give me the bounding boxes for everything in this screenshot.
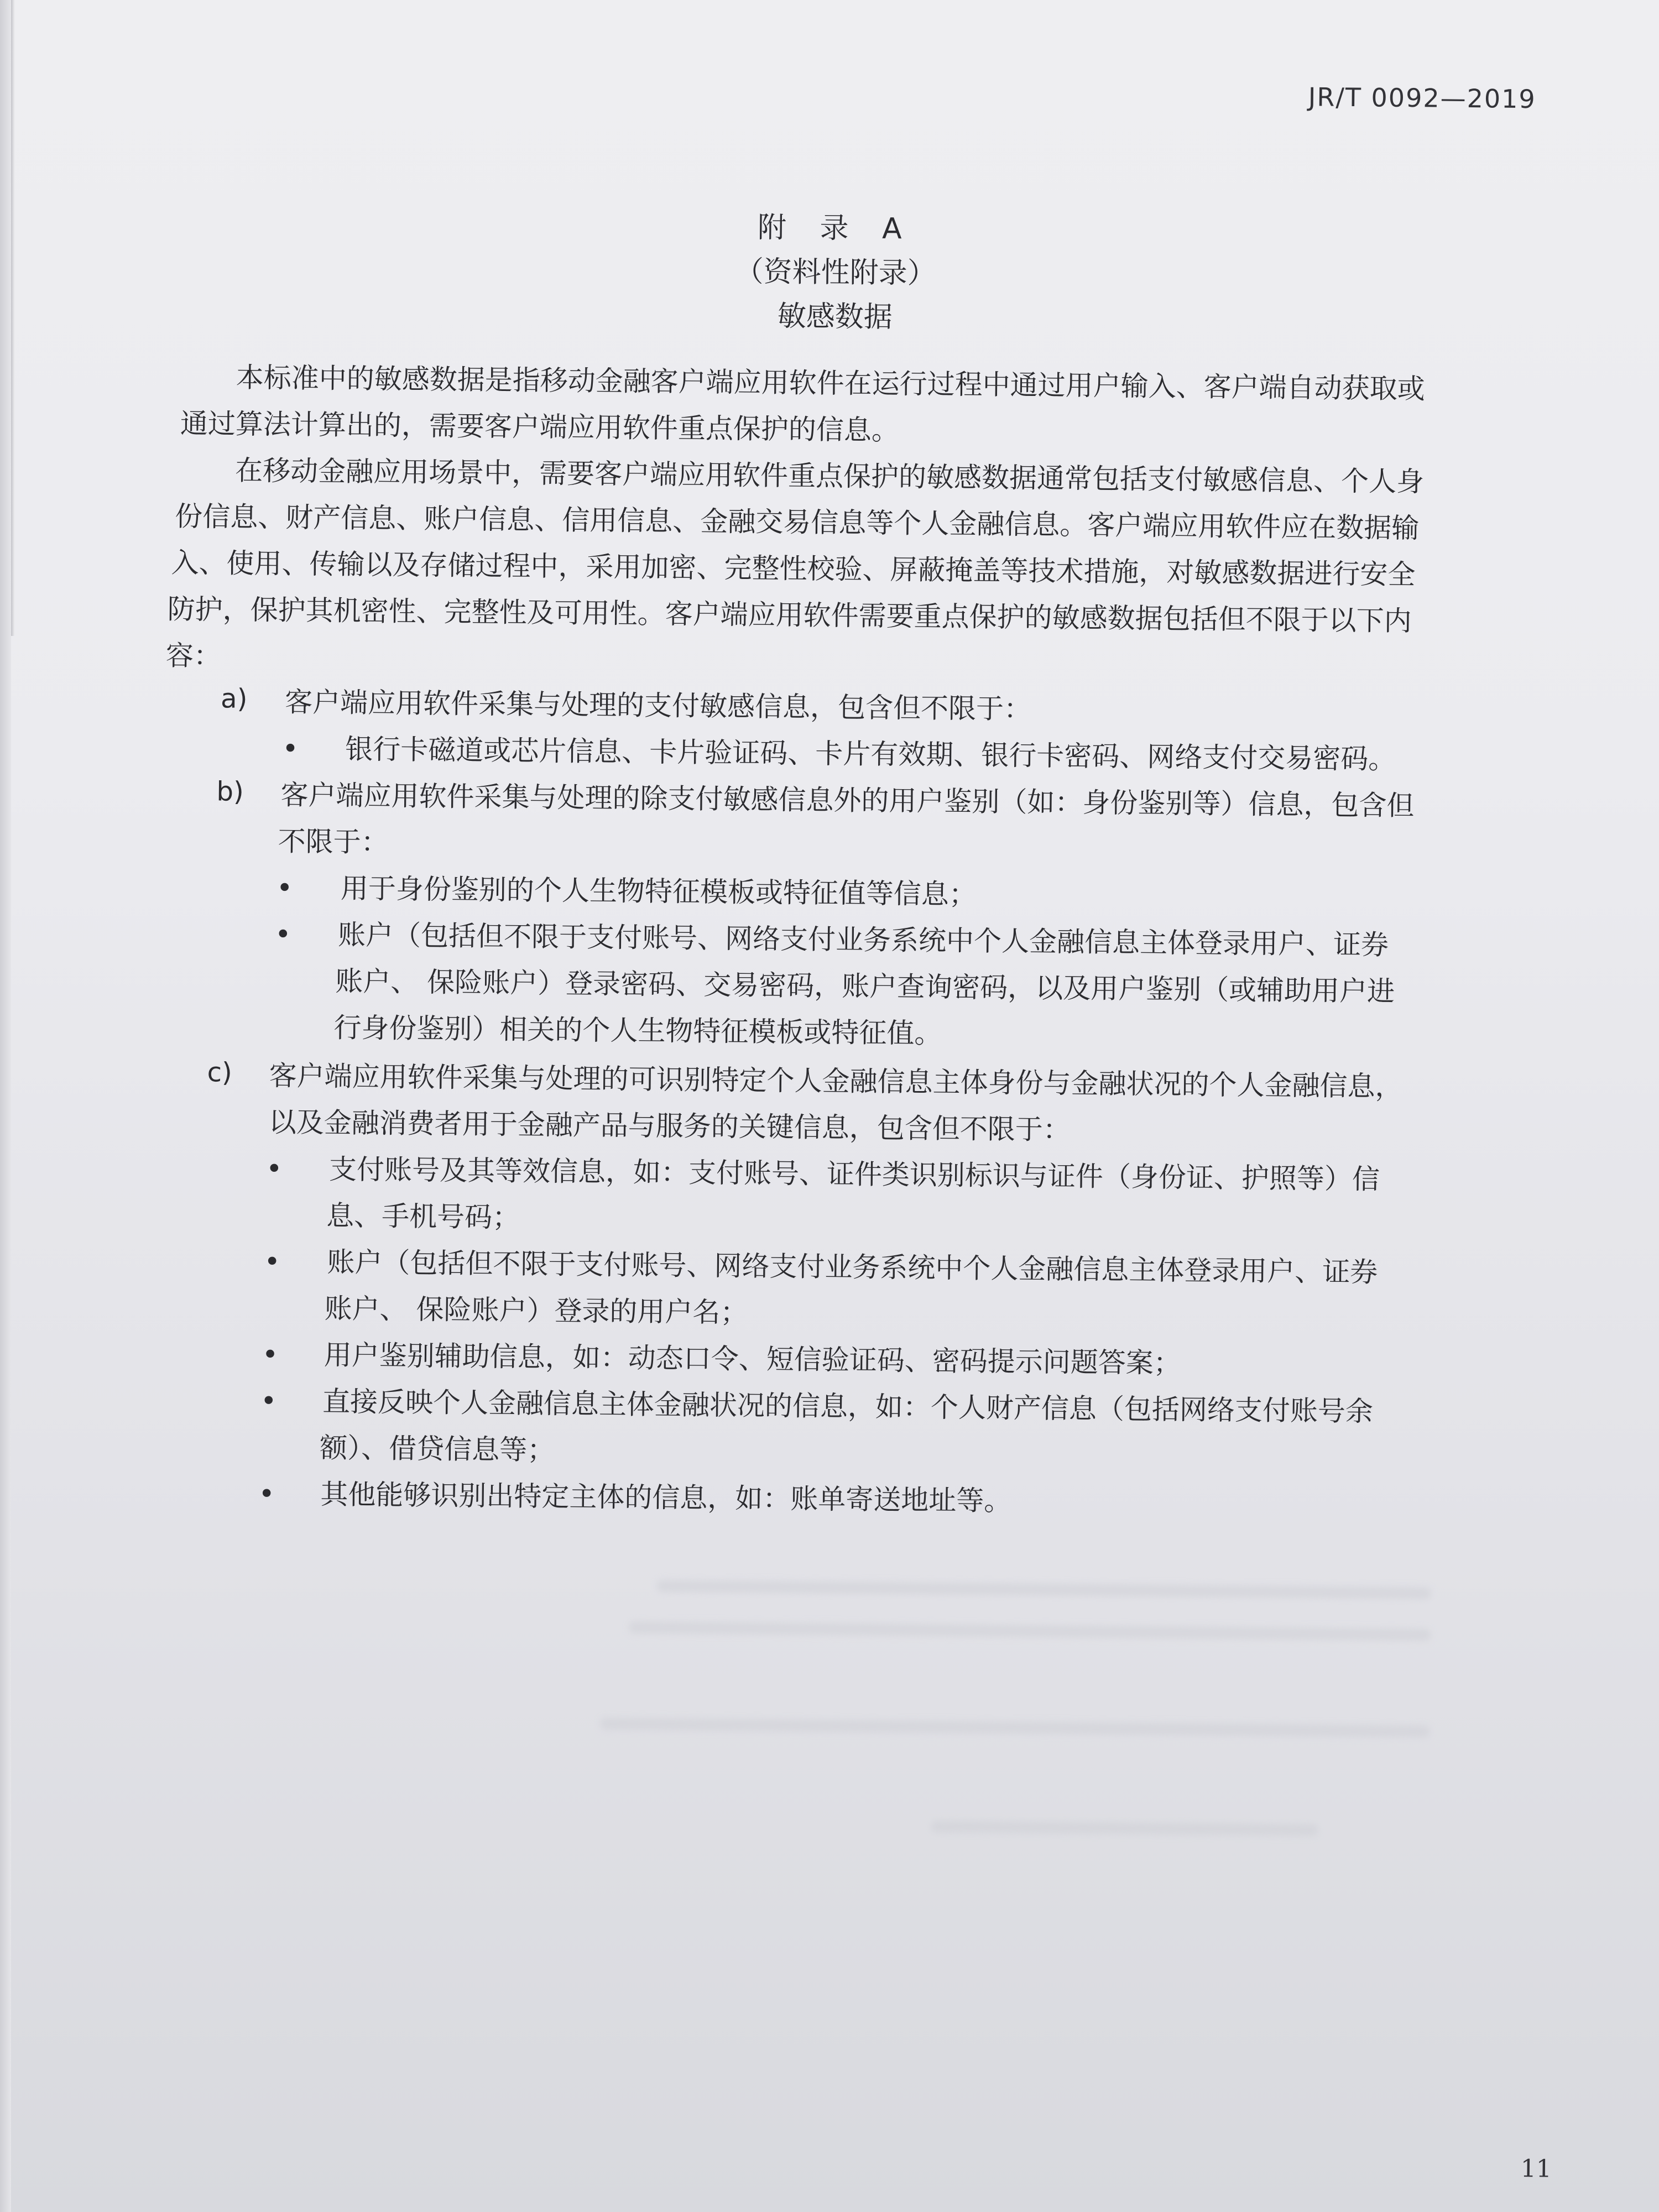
appendix-title: 附 录 A [757, 211, 914, 246]
list-item-c-text: 客户端应用软件采集与处理的可识别特定个人金融信息主体身份与金融状况的个人金融信息， [269, 1060, 1403, 1103]
bullet-text: 额）、借贷信息等； [319, 1432, 555, 1467]
bullet-text: 银行卡磁道或芯片信息、卡片验证码、卡片有效期、银行卡密码、网络支付交易密码。 [345, 733, 1396, 775]
bullet-text: 用于身份鉴别的个人生物特征模板或特征值等信息； [340, 872, 977, 911]
bullet-text: 直接反映个人金融信息主体金融状况的信息，如：个人财产信息（包括网络支付账号余 [322, 1385, 1374, 1428]
show-through-shadow [657, 1580, 1431, 1599]
bullet-dot: • [265, 1152, 283, 1185]
bullet-text: 支付账号及其等效信息，如：支付账号、证件类识别标识与证件（身份证、护照等）信 [328, 1153, 1380, 1196]
appendix-type: （资料性附录） [734, 255, 936, 290]
bullet-text: 用户鉴别辅助信息，如：动态口令、短信验证码、密码提示问题答案； [324, 1339, 1182, 1380]
list-item-b-text: 不限于： [278, 825, 389, 859]
show-through-shadow [600, 1718, 1430, 1738]
paragraph-line: 容： [165, 639, 222, 672]
bullet-dot: • [260, 1385, 277, 1417]
bullet-dot: • [262, 1338, 279, 1371]
standard-code: JR/T 0092—2019 [1308, 82, 1536, 114]
paragraph-line: 防护，保护其机密性、完整性及可用性。客户端应用软件需要重点保护的敏感数据包括但不限于以下内 [167, 593, 1412, 638]
list-item-c-text: 以及金融消费者用于金融产品与服务的关键信息，包含但不限于： [268, 1106, 1071, 1146]
bullet-dot: • [264, 1245, 281, 1278]
bullet-text: 其他能够识别出特定主体的信息，如：账单寄送地址等。 [320, 1478, 1012, 1517]
bullet-dot: • [282, 732, 299, 765]
paragraph-line: 本标准中的敏感数据是指移动金融客户端应用软件在运行过程中通过用户输入、客户端自动获取或 [236, 361, 1425, 405]
list-marker-b: b) [216, 776, 244, 807]
paragraph-line: 份信息、财产信息、账户信息、信用信息、金融交易信息等个人金融信息。客户端应用软件应在数据输 [175, 500, 1420, 545]
list-item-a-text: 客户端应用软件采集与处理的支付敏感信息，包含但不限于： [284, 686, 1032, 726]
bullet-dot: • [276, 872, 293, 904]
bullet-text: 账户（包括但不限于支付账号、网络支付业务系统中个人金融信息主体登录用户、证券 [327, 1246, 1378, 1288]
bullet-text: 行身份鉴别）相关的个人生物特征模板或特征值。 [333, 1011, 942, 1050]
list-marker-c: c) [207, 1057, 233, 1088]
show-through-shadow [629, 1621, 1431, 1641]
bullet-text: 账户（包括但不限于支付账号、网络支付业务系统中个人金融信息主体登录用户、证券 [337, 919, 1389, 961]
bullet-dot: • [258, 1478, 275, 1510]
show-through-shadow [931, 1820, 1318, 1837]
list-item-b-text: 客户端应用软件采集与处理的除支付敏感信息外的用户鉴别（如：身份鉴别等）信息，包含但 [280, 779, 1415, 822]
paragraph-line: 在移动金融应用场景中，需要客户端应用软件重点保护的敏感数据通常包括支付敏感信息、个人身 [234, 454, 1425, 498]
bullet-text: 息、手机号码； [326, 1199, 520, 1234]
bullet-text: 账户、 保险账户）登录密码、交易密码，账户查询密码，以及用户鉴别（或辅助用户进 [335, 965, 1395, 1008]
bullet-dot: • [274, 918, 291, 951]
list-marker-a: a) [220, 683, 248, 714]
paragraph-line: 通过算法计算出的，需要客户端应用软件重点保护的信息。 [180, 407, 900, 447]
appendix-subject: 敏感数据 [777, 300, 893, 335]
paragraph-line: 入、使用、传输以及存储过程中，采用加密、完整性校验、屏蔽掩盖等技术措施，对敏感数据进行安全 [171, 546, 1416, 591]
page-number: 11 [1520, 2154, 1552, 2183]
bullet-text: 账户、 保险账户）登录的用户名； [324, 1292, 748, 1329]
